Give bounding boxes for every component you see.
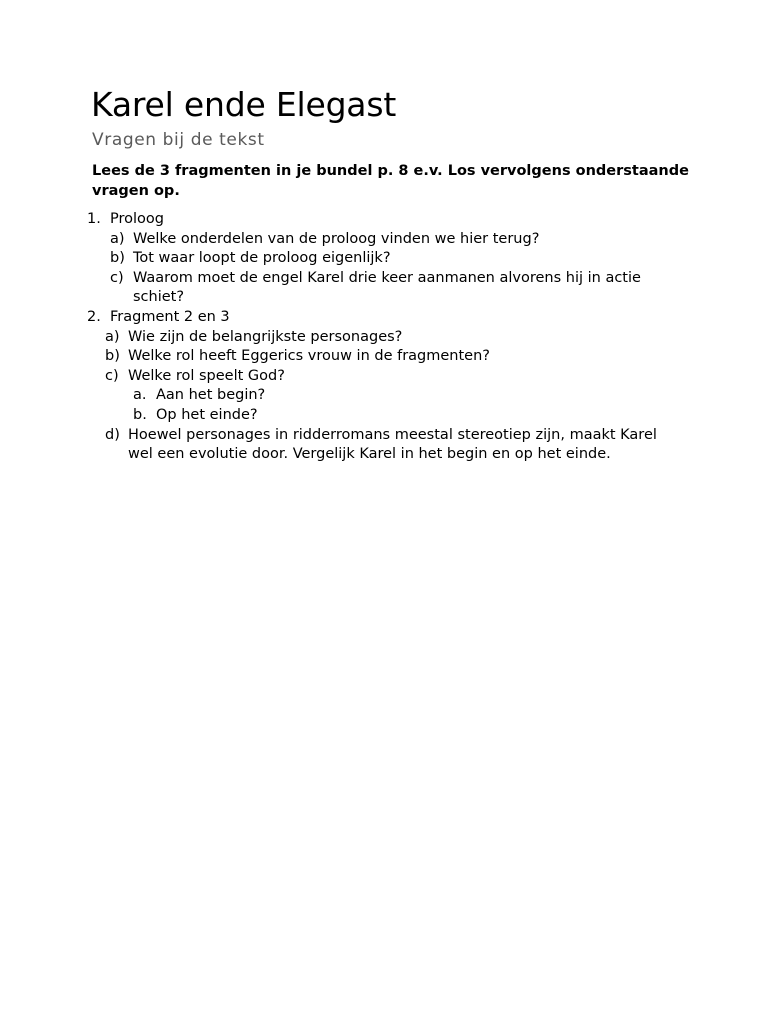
list-marker: a) [110,230,125,247]
list-marker: a) [105,328,120,345]
list-item [0,426,768,465]
list-item [0,269,768,308]
list-marker: b) [110,250,125,267]
list-item-text: Waarom moet de engel Karel drie keer aanmanen alvorens hij in actie schiet? [133,269,641,306]
list-item-text: Welke rol heeft Eggerics vrouw in de fragmenten? [128,348,490,365]
list-item-text: Welke onderdelen van de proloog vinden we hier terug? [133,230,540,247]
list-item [0,249,768,269]
list-item-text: Welke rol speelt God? [128,367,285,384]
list-marker: c) [105,367,119,384]
list-item-text: Fragment 2 en 3 [110,308,230,325]
instructions-paragraph: Lees de 3 fragmenten in je bundel p. 8 e.v. Los vervolgens onderstaande vragen op. [92,163,689,199]
list-item [0,386,768,406]
list-marker: b) [105,348,120,365]
list-item [0,328,768,348]
list-item [0,367,768,387]
list-marker: a. [133,387,147,404]
document-subtitle: Vragen bij de tekst [92,130,265,150]
list-item-text: Aan het begin? [156,387,266,404]
list-item [0,347,768,367]
list-item [0,230,768,250]
list-marker: 2. [87,308,101,325]
document-title: Karel ende Elegast [91,85,397,124]
list-marker: d) [105,426,120,443]
list-item [0,308,768,328]
list-item-text: Op het einde? [156,406,258,423]
list-item-text: Tot waar loopt de proloog eigenlijk? [133,250,391,267]
list-marker: c) [110,269,124,286]
list-item-text: Hoewel personages in ridderromans meestal stereotiep zijn, maakt Karel wel een evolutie door. Vergelijk Karel in het begin en op het einde. [128,426,657,463]
list-marker: b. [133,406,147,423]
list-item-text: Proloog [110,211,164,227]
list-marker: 1. [87,211,101,227]
list-item [0,210,768,230]
list-item [0,406,768,426]
list-item-text: Wie zijn de belangrijkste personages? [128,328,403,345]
question-list [0,210,768,465]
